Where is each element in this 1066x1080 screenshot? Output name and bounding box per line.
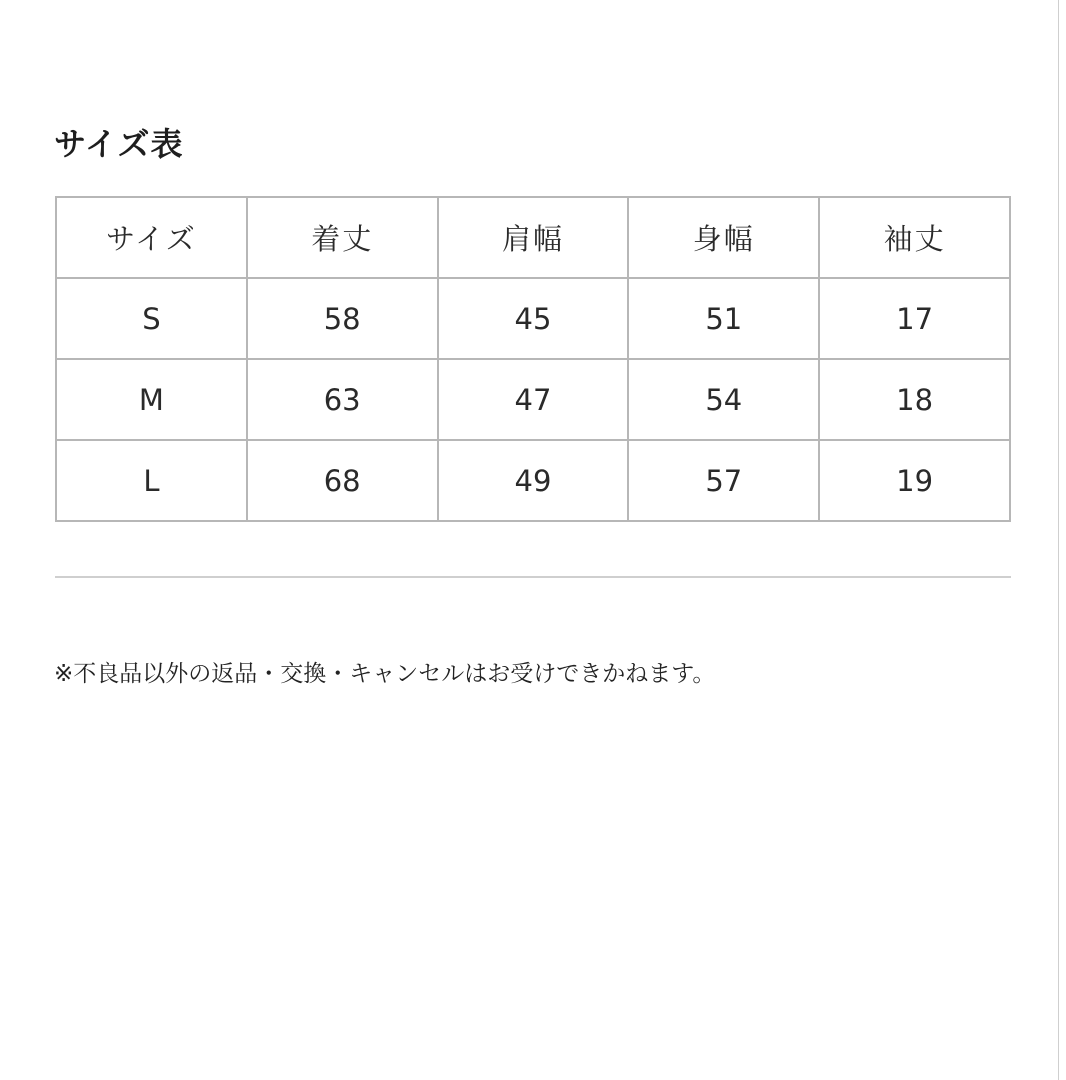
divider bbox=[55, 576, 1011, 578]
table-row bbox=[56, 440, 1010, 521]
table-cell: 68 bbox=[247, 440, 438, 521]
table-header-row bbox=[56, 197, 1010, 278]
column-header-shoulder-width: 肩幅 bbox=[438, 197, 629, 278]
table-cell: 51 bbox=[628, 278, 819, 359]
column-header-body-width: 身幅 bbox=[628, 197, 819, 278]
page-title: サイズ表 bbox=[54, 125, 184, 164]
table-cell: 63 bbox=[247, 359, 438, 440]
table-cell: 49 bbox=[438, 440, 629, 521]
table-cell: 19 bbox=[819, 440, 1010, 521]
table-cell: 17 bbox=[819, 278, 1010, 359]
column-header-length: 着丈 bbox=[247, 197, 438, 278]
table-row bbox=[56, 278, 1010, 359]
size-table bbox=[55, 196, 1011, 522]
column-header-size: サイズ bbox=[56, 197, 247, 278]
page-edge-line bbox=[1058, 0, 1059, 1080]
table-cell: 58 bbox=[247, 278, 438, 359]
table-cell: 47 bbox=[438, 359, 629, 440]
table-cell: 54 bbox=[628, 359, 819, 440]
table-cell: 45 bbox=[438, 278, 629, 359]
table-cell: L bbox=[56, 440, 247, 521]
return-policy-note: ※不良品以外の返品・交換・キャンセルはお受けできかねます。 bbox=[54, 661, 716, 687]
table-cell: M bbox=[56, 359, 247, 440]
table-cell: 57 bbox=[628, 440, 819, 521]
column-header-sleeve-length: 袖丈 bbox=[819, 197, 1010, 278]
table-cell: 18 bbox=[819, 359, 1010, 440]
table-cell: S bbox=[56, 278, 247, 359]
table-row bbox=[56, 359, 1010, 440]
